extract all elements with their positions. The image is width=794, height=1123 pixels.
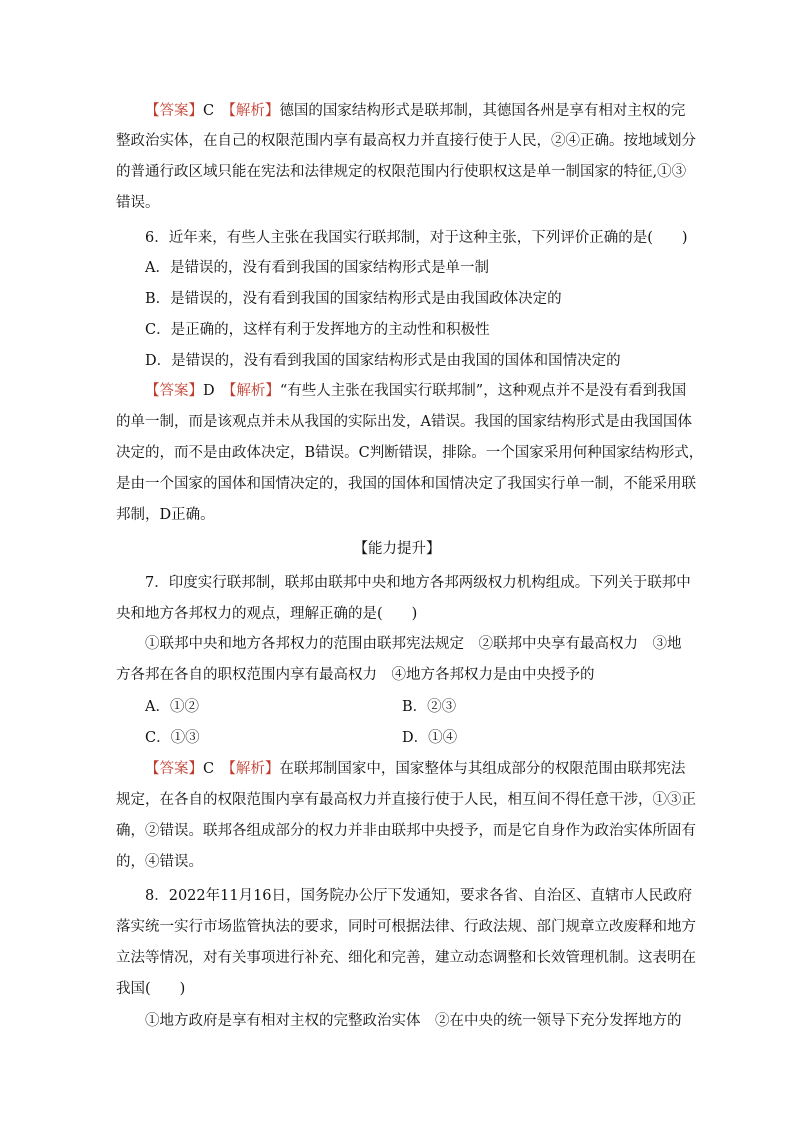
q6-analysis-3: 是由一个国家的国体和国情决定的，我国的国体和国情决定了我国实行单一制，不能采用联	[116, 476, 696, 492]
q6-option-a: A．是错误的，没有看到我国的国家结构形式是单一制	[145, 260, 489, 276]
answer-tag: 【答案】	[145, 103, 203, 119]
q6-option-b: B．是错误的，没有看到我国的国家结构形式是由我国政体决定的	[145, 291, 562, 307]
q7-analysis-2: 确，②错误。联邦各组成部分的权力并非由联邦中央授予，而是它自身作为政治实体所固有	[116, 823, 696, 839]
q7-stem-0: 7．印度实行联邦制，联邦由联邦中央和地方各邦两级权力机构组成。下列关于联邦中	[145, 575, 691, 591]
q7-option-a: A．①②	[145, 699, 199, 715]
q7-answer: C	[203, 761, 215, 777]
q6-option-c: C．是正确的，这样有利于发挥地方的主动性和积极性	[145, 322, 490, 338]
q7-statements-0: ①联邦中央和地方各邦权力的范围由联邦宪法规定 ②联邦中央享有最高权力 ③地	[145, 636, 682, 652]
analysis-tag: 【解析】	[229, 383, 280, 399]
q6-analysis-0: “有些人主张在我国实行联邦制”，这种观点并不是没有看到我国	[279, 383, 687, 399]
q7-stem-1: 央和地方各邦权力的观点，理解正确的是( )	[116, 606, 418, 622]
q8-stem-2: 立法等情况，对有关事项进行补充、细化和完善，建立动态调整和长效管理机制。这表明在	[116, 950, 696, 966]
analysis-tag: 【解析】	[228, 761, 280, 777]
q7-statements-1: 方各邦在各自的职权范围内享有最高权力 ④地方各邦权力是由中央授予的	[116, 667, 595, 683]
q7-option-b: B．②③	[402, 699, 457, 715]
q5-analysis-3: 错误。	[116, 195, 160, 211]
q7-analysis-1: 规定，在各自的权限范围内享有最高权力并直接行使于人民，相互间不得任意干涉，①③正	[116, 792, 696, 808]
section-title: 【能力提升】	[353, 541, 441, 557]
answer-tag: 【答案】	[145, 761, 203, 777]
q7-answer-line	[145, 759, 685, 779]
answer-tag: 【答案】	[145, 383, 203, 399]
q5-analysis-1: 整政治实体，在自己的权限范围内享有最高权力并直接行使于人民，②④正确。按地域划分	[116, 133, 696, 149]
q8-stem-0: 8．2022年11月16日，国务院办公厅下发通知，要求各省、自治区、直辖市人民政府	[145, 888, 693, 904]
q8-statements-0: ①地方政府是享有相对主权的完整政治实体 ②在中央的统一领导下充分发挥地方的	[145, 1013, 682, 1029]
q6-stem: 6．近年来，有些人主张在我国实行联邦制，对于这种主张，下列评价正确的是( )	[145, 230, 688, 246]
q6-answer-line	[145, 381, 686, 401]
q7-analysis-0: 在联邦制国家中，国家整体与其组成部分的权限范围由联邦宪法	[279, 761, 686, 777]
q6-analysis-2: 决定的，而不是由政体决定，B错误。C判断错误，排除。一个国家采用何种国家结构形式，	[116, 445, 704, 461]
q6-analysis-4: 邦制，D正确。	[116, 507, 215, 523]
q5-answer-line	[145, 101, 685, 121]
q5-analysis-2: 的普通行政区域只能在宪法和法律规定的权限范围内行使职权这是单一制国家的特征,①③	[116, 164, 687, 180]
analysis-tag: 【解析】	[228, 103, 280, 119]
q7-option-c: C．①③	[145, 730, 200, 746]
q6-analysis-1: 的单一制，而是该观点并未从我国的实际出发，A错误。我国的国家结构形式是由我国国体	[116, 414, 692, 430]
q6-answer: D	[203, 383, 215, 399]
q8-stem-3: 我国( )	[116, 981, 186, 997]
q8-stem-1: 落实统一实行市场监管执法的要求，同时可根据法律、行政法规、部门规章立改废释和地方	[116, 919, 696, 935]
q5-answer: C	[203, 103, 215, 119]
q7-analysis-3: 的，④错误。	[116, 854, 203, 870]
q7-option-d: D．①④	[402, 730, 458, 746]
q6-option-d: D．是错误的，没有看到我国的国家结构形式是由我国的国体和国情决定的	[145, 353, 621, 369]
q5-analysis-0: 德国的国家结构形式是联邦制，其德国各州是享有相对主权的完	[279, 103, 686, 119]
